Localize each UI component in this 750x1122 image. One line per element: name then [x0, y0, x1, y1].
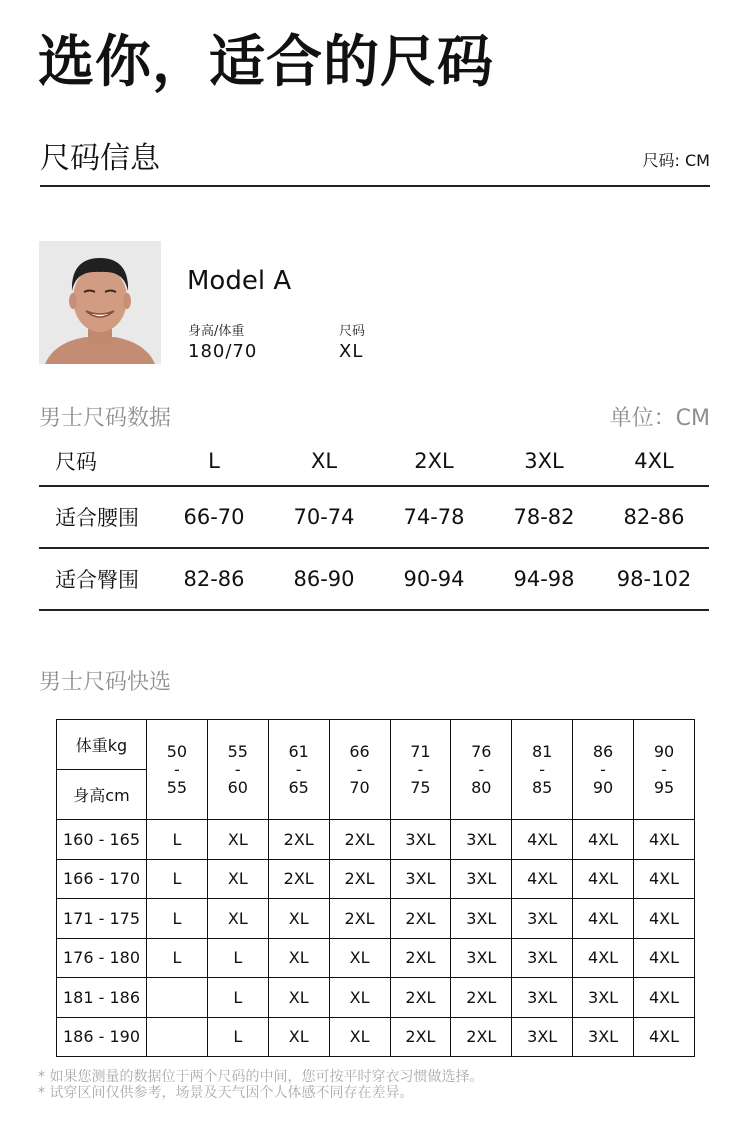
- weight-range-part: 70: [349, 777, 370, 797]
- weight-range-part: -: [478, 759, 485, 779]
- size-cell: L: [207, 1017, 268, 1057]
- height-range-cell: 181 - 186: [57, 978, 147, 1018]
- weight-range-part: 50: [166, 741, 188, 761]
- size-cell: 3XL: [451, 938, 512, 978]
- table-cell: 74-78: [379, 486, 489, 548]
- size-header-cell: 2XL: [379, 441, 489, 486]
- size-cell: L: [207, 938, 268, 978]
- model-size-value: XL: [339, 341, 364, 362]
- weight-range-part: -: [356, 759, 363, 779]
- table-row: [57, 820, 695, 860]
- size-cell: 2XL: [268, 859, 329, 899]
- height-label: 身高cm: [57, 770, 147, 820]
- size-cell: XL: [268, 978, 329, 1018]
- weight-header-row: [57, 720, 695, 770]
- table-row: [57, 978, 695, 1018]
- size-cell: 4XL: [512, 820, 573, 860]
- quick-select-grid: [56, 719, 695, 1057]
- size-data-table: [39, 441, 709, 611]
- size-cell: XL: [329, 1017, 390, 1057]
- size-cell: L: [147, 820, 208, 860]
- weight-range-cell: [573, 720, 634, 820]
- weight-range-part: 55: [227, 741, 248, 761]
- size-cell: [147, 978, 208, 1018]
- weight-range-part: -: [174, 759, 180, 779]
- size-cell: 3XL: [451, 899, 512, 939]
- weight-range-part: 90: [653, 741, 675, 761]
- weight-range-part: 60: [227, 777, 248, 797]
- size-header-cell: XL: [269, 441, 379, 486]
- size-data-unit: 单位：CM: [609, 406, 710, 431]
- height-range-cell: 166 - 170: [57, 859, 147, 899]
- table-cell: 78-82: [489, 486, 599, 548]
- size-info-unit: 尺码: CM: [642, 151, 710, 170]
- size-cell: 4XL: [634, 1017, 695, 1057]
- size-cell: 3XL: [451, 859, 512, 899]
- weight-range-cell: [207, 720, 268, 820]
- waist-label: 适合腰围: [39, 486, 159, 548]
- size-cell: 4XL: [573, 820, 634, 860]
- height-weight-label: 身高/体重: [188, 324, 245, 339]
- weight-range-part: 85: [532, 777, 553, 797]
- table-row: [57, 938, 695, 978]
- weight-range-part: 81: [532, 741, 553, 761]
- size-cell: 3XL: [512, 1017, 573, 1057]
- weight-range-part: -: [539, 759, 546, 779]
- footnote-2: * 试穿区间仅供参考，场景及天气因个人体感不同存在差异。: [38, 1085, 414, 1101]
- size-header-cell: 尺码: [39, 441, 159, 486]
- size-cell: 3XL: [573, 1017, 634, 1057]
- height-range-cell: 171 - 175: [57, 899, 147, 939]
- weight-range-part: -: [234, 759, 241, 779]
- size-cell: XL: [207, 899, 268, 939]
- weight-range-part: -: [295, 759, 302, 779]
- weight-range-part: 66: [349, 741, 370, 761]
- weight-range-cell: [512, 720, 573, 820]
- size-cell: 3XL: [512, 938, 573, 978]
- size-cell: 2XL: [268, 820, 329, 860]
- size-cell: XL: [329, 978, 390, 1018]
- quick-select-title: 男士尺码快选: [39, 670, 172, 695]
- model-photo: [39, 241, 161, 364]
- size-cell: L: [147, 859, 208, 899]
- size-cell: 2XL: [390, 1017, 451, 1057]
- weight-range-part: 71: [410, 741, 431, 761]
- size-cell: 3XL: [390, 859, 451, 899]
- weight-range-part: 61: [288, 741, 309, 761]
- size-cell: L: [147, 938, 208, 978]
- height-weight-value: 180/70: [188, 341, 258, 362]
- size-cell: XL: [207, 859, 268, 899]
- size-cell: 2XL: [390, 899, 451, 939]
- size-cell: 2XL: [329, 820, 390, 860]
- size-header-cell: 4XL: [599, 441, 709, 486]
- table-cell: 90-94: [379, 548, 489, 610]
- size-cell: XL: [329, 938, 390, 978]
- size-cell: 4XL: [573, 938, 634, 978]
- height-range-cell: 186 - 190: [57, 1017, 147, 1057]
- size-cell: 2XL: [451, 978, 512, 1018]
- weight-range-part: -: [417, 759, 424, 779]
- size-cell: L: [147, 899, 208, 939]
- size-info-title: 尺码信息: [40, 141, 160, 176]
- size-data-title: 男士尺码数据: [39, 406, 172, 431]
- weight-range-part: 80: [471, 777, 492, 797]
- table-cell: 94-98: [489, 548, 599, 610]
- table-cell: 66-70: [159, 486, 269, 548]
- size-cell: 4XL: [634, 938, 695, 978]
- size-cell: XL: [268, 899, 329, 939]
- weight-range-cell: [634, 720, 695, 820]
- table-row: [39, 486, 709, 548]
- size-header-cell: 3XL: [489, 441, 599, 486]
- size-cell: L: [207, 978, 268, 1018]
- size-cell: 4XL: [634, 899, 695, 939]
- size-cell: 2XL: [329, 899, 390, 939]
- size-cell: 3XL: [512, 899, 573, 939]
- weight-label: 体重kg: [57, 720, 147, 770]
- table-row: [57, 859, 695, 899]
- weight-range-part: -: [600, 759, 606, 779]
- size-cell: XL: [268, 938, 329, 978]
- size-info-header: [40, 133, 710, 187]
- size-cell: 4XL: [573, 899, 634, 939]
- size-cell: XL: [207, 820, 268, 860]
- table-row: [39, 548, 709, 610]
- table-cell: 70-74: [269, 486, 379, 548]
- size-cell: [147, 1017, 208, 1057]
- model-portrait-image: [39, 241, 161, 364]
- size-cell: 2XL: [390, 978, 451, 1018]
- weight-range-part: 55: [166, 777, 188, 797]
- table-row: [57, 1017, 695, 1057]
- weight-range-part: 95: [653, 777, 675, 797]
- size-cell: 3XL: [451, 820, 512, 860]
- model-name: Model A: [187, 266, 292, 296]
- size-cell: 4XL: [573, 859, 634, 899]
- size-cell: 4XL: [634, 978, 695, 1018]
- weight-range-cell: [329, 720, 390, 820]
- weight-range-cell: [268, 720, 329, 820]
- height-range-cell: 160 - 165: [57, 820, 147, 860]
- height-range-cell: 176 - 180: [57, 938, 147, 978]
- size-cell: 3XL: [390, 820, 451, 860]
- hip-label: 适合臀围: [39, 548, 159, 610]
- weight-range-part: 76: [471, 741, 492, 761]
- weight-range-cell: [451, 720, 512, 820]
- hero-title: 选你，适合的尺码: [38, 30, 494, 95]
- size-cell: 2XL: [390, 938, 451, 978]
- quick-grid-body: [57, 720, 695, 1057]
- table-row: [57, 899, 695, 939]
- table-cell: 98-102: [599, 548, 709, 610]
- weight-range-part: 90: [592, 777, 614, 797]
- size-cell: 3XL: [573, 978, 634, 1018]
- size-cell: 2XL: [451, 1017, 512, 1057]
- weight-range-part: -: [661, 759, 667, 779]
- weight-range-cell: [390, 720, 451, 820]
- model-size-label: 尺码: [339, 324, 366, 339]
- size-cell: 4XL: [634, 820, 695, 860]
- weight-range-part: 86: [592, 741, 614, 761]
- size-header-cell: L: [159, 441, 269, 486]
- weight-range-part: 65: [288, 777, 309, 797]
- table-cell: 82-86: [599, 486, 709, 548]
- weight-range-part: 75: [410, 777, 431, 797]
- size-cell: 4XL: [512, 859, 573, 899]
- weight-range-cell: [147, 720, 208, 820]
- size-cell: XL: [268, 1017, 329, 1057]
- size-data-header-row: [39, 441, 709, 486]
- size-cell: 4XL: [634, 859, 695, 899]
- size-cell: 3XL: [512, 978, 573, 1018]
- size-cell: 2XL: [329, 859, 390, 899]
- footnote-1: * 如果您测量的数据位于两个尺码的中间，您可按平时穿衣习惯做选择。: [38, 1069, 484, 1085]
- table-cell: 86-90: [269, 548, 379, 610]
- table-cell: 82-86: [159, 548, 269, 610]
